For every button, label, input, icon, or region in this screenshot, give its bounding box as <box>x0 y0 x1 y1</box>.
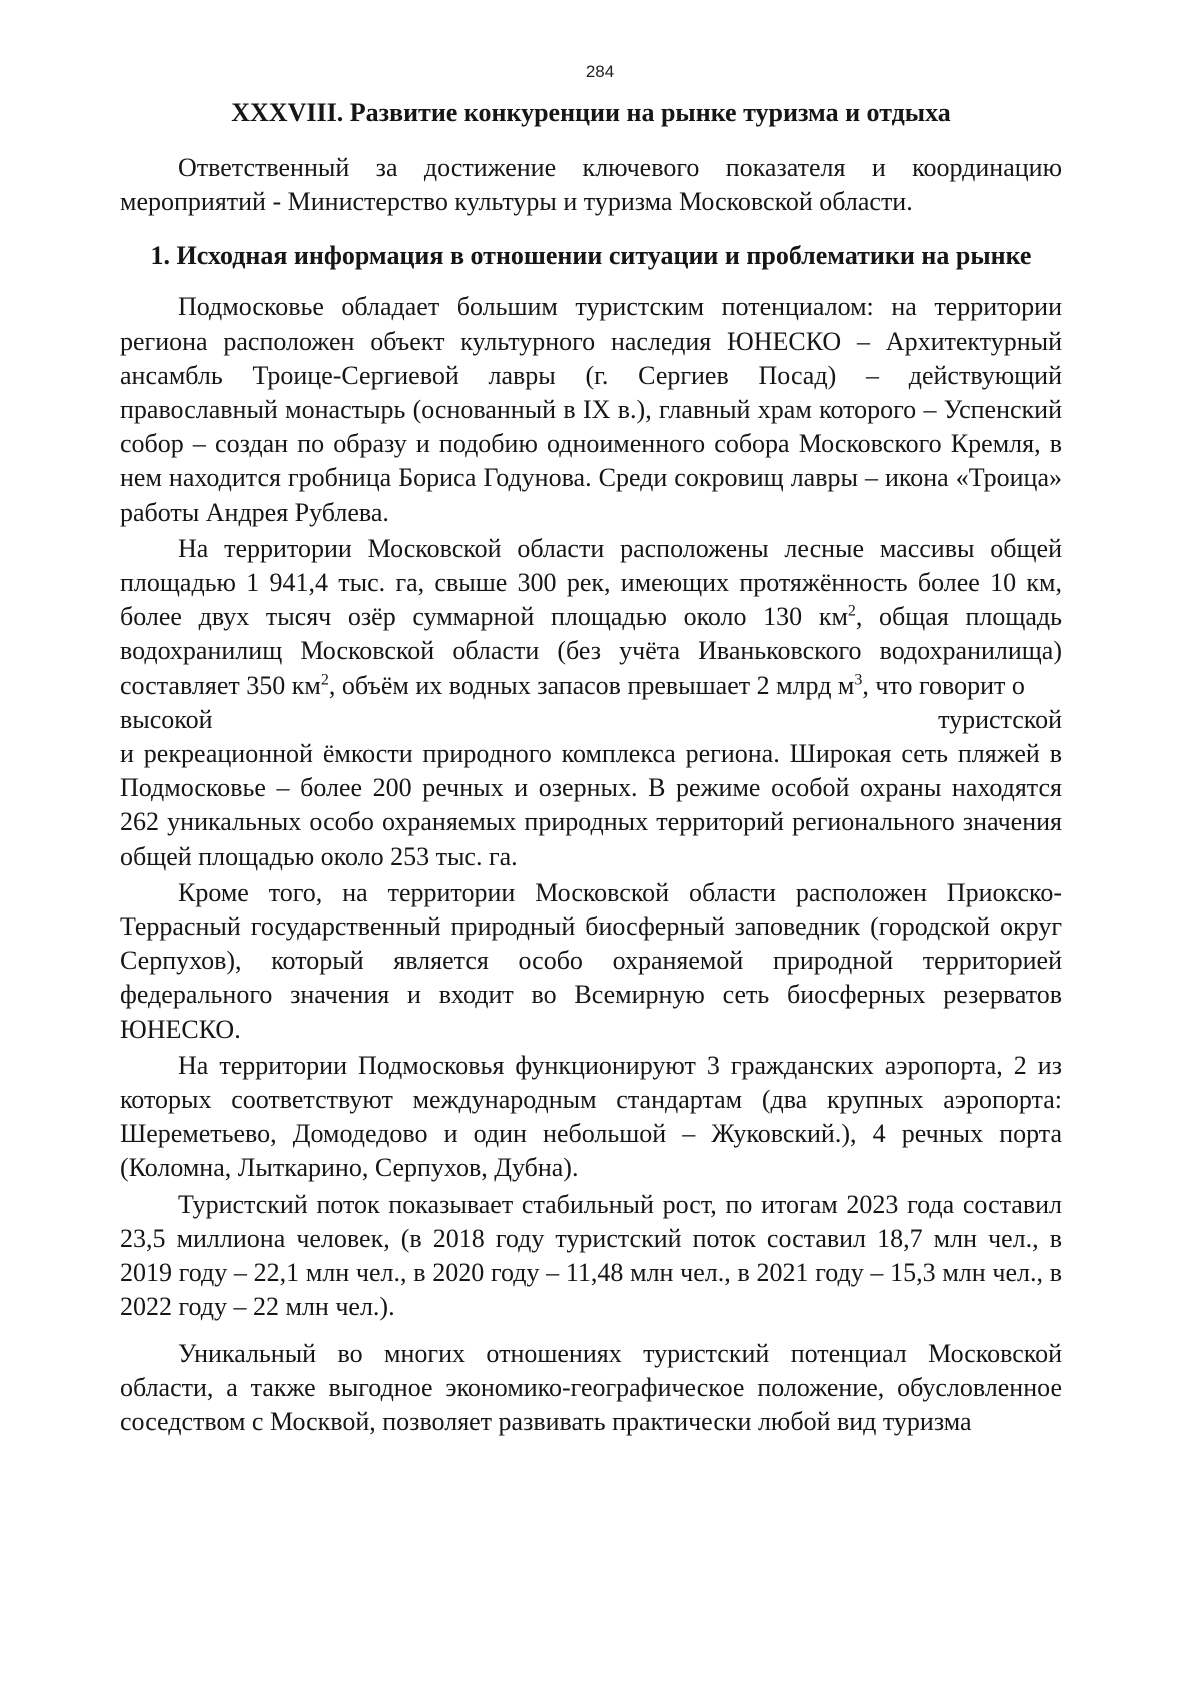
paragraph-tourist-flow: Туристский поток показывает стабильный рост, по итогам 2023 года составил 23,5 миллиона человек, (в 2018 году туристский поток составил 18,7 млн чел., в 2019 году – 22,1 млн чел., в 2020 году – 11,48 млн чел., в 2021 году – 15,3 млн чел., в 2022 году – 22 млн чел.). <box>120 1189 1062 1322</box>
nature-text-c: , объём их водных запасов превышает 2 млрд м <box>328 670 855 700</box>
superscript-3: 3 <box>854 670 863 688</box>
page-number: 284 <box>585 62 615 81</box>
nature-text-b: , общая площадь водохранилищ Московской области (без учёта Иваньковского водохранилища) составляет 350 км <box>120 602 1062 700</box>
superscript-2-a: 2 <box>847 602 856 620</box>
document-body <box>120 96 1062 1439</box>
split-right-word: туристской <box>938 704 1062 734</box>
split-line <box>120 703 1062 737</box>
paragraph-reserve: Кроме того, на территории Московской области расположен Приокско-Террасный государственный природный биосферный заповедник (городской округ Серпухов), который является особо охраняемой природной территорией федерального значения и входит во Всемирную сеть биосферных резерватов ЮНЕСКО. <box>120 877 1062 1044</box>
paragraph-nature-continued: и рекреационной ёмкости природного комплекса региона. Широкая сеть пляжей в Подмосковье – более 200 речных и озерных. В режиме особой охраны находятся 262 уникальных особо охраняемых природных территорий регионального значения общей площадью около 253 тыс. га. <box>120 739 1062 871</box>
nature-text-a: На территории Московской области расположены лесные массивы общей площадью 1 941,4 тыс. га, свыше 300 рек, имеющих протяжённость более 10 км, более двух тысяч озёр суммарной площадью около 130 км <box>120 533 1062 632</box>
section-title: XXXVIII. Развитие конкуренции на рынке туризма и отдыха <box>231 98 951 127</box>
paragraph-heritage: Подмосковье обладает большим туристским потенциалом: на территории региона расположен объект культурного наследия ЮНЕСКО – Архитектурный ансамбль Троице-Сергиевой лавры (г. Сергиев Посад) – действующий православный монастырь (основанный в IX в.), главный храм которого – Успенский собор – создан по образу и подобию одноименного собора Московского Кремля, в нем находится гробница Бориса Годунова. Среди сокровищ лавры – икона «Троица» работы Андрея Рублева. <box>120 292 1062 527</box>
nature-text-d: , что говорит о <box>862 670 1025 700</box>
paragraph-potential: Уникальный во многих отношениях туристский потенциал Московской области, а также выгодное экономико-географическое положение, обусловленное соседством с Москвой, позволяет развивать практически любой вид туризма <box>120 1338 1062 1436</box>
superscript-2-b: 2 <box>320 670 329 688</box>
paragraph-transport: На территории Подмосковья функционируют 3 гражданских аэропорта, 2 из которых соответствуют международным стандартам (два крупных аэропорта: Шереметьево, Домодедово и один небольшой – Жуковский.), 4 речных порта (Коломна, Лыткарино, Серпухов, Дубна). <box>120 1050 1062 1183</box>
paragraph-nature <box>120 532 1062 703</box>
subsection-title: 1. Исходная информация в отношении ситуации и проблематики на рынке <box>150 241 1032 271</box>
split-left-word: высокой <box>120 704 213 734</box>
responsible-paragraph: Ответственный за достижение ключевого показателя и координацию мероприятий - Министерство культуры и туризма Московской области. <box>120 153 1062 217</box>
